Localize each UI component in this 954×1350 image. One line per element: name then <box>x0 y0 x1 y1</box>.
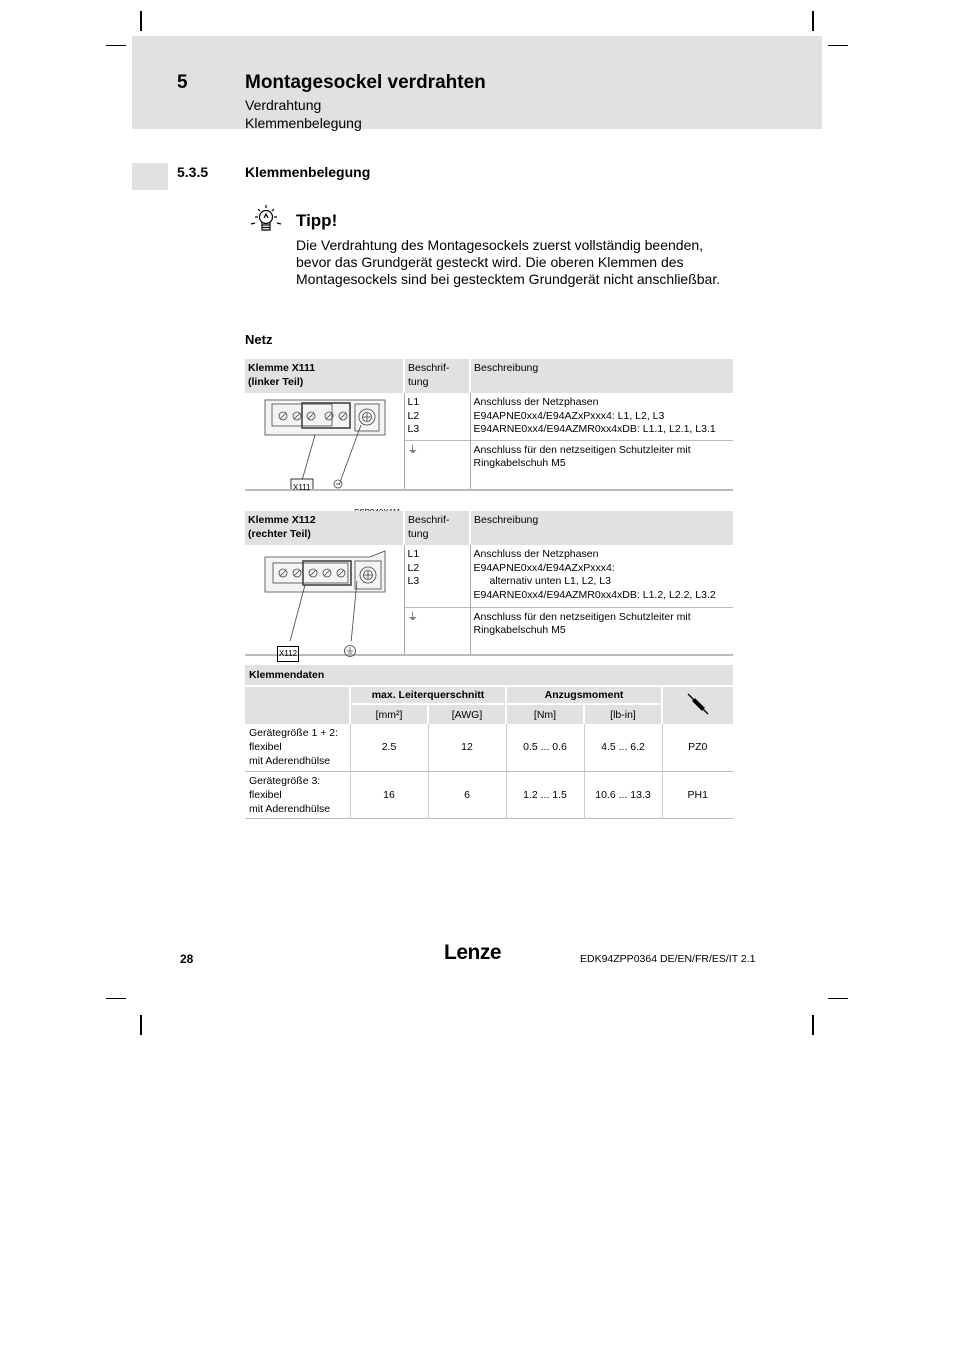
table-header-cell <box>245 359 404 393</box>
description-line: Anschluss der Netzphasen <box>473 548 599 560</box>
description-line: Anschluss der Netzphasen <box>473 396 599 408</box>
row-label-line: Gerätegröße 3: <box>249 774 321 787</box>
description-line: E94APNE0xx4/E94AZxPxxx4: <box>473 561 615 574</box>
crop-mark <box>828 998 848 999</box>
ground-symbol: ⏚ <box>404 607 470 655</box>
terminal-label: L3 <box>407 575 420 587</box>
table-cell: 1.2 ... 1.5 <box>506 771 584 818</box>
terminal-table-x111 <box>245 359 733 491</box>
terminal-figure-cell <box>245 545 404 658</box>
description-line: Anschluss für den netzseitigen Schutzleiter mit <box>473 443 691 456</box>
header-subtitle: Klemmenbelegung <box>245 115 362 131</box>
description-cell <box>470 440 733 490</box>
terminal-figure-cell <box>245 393 404 490</box>
terminal-label: L2 <box>407 561 420 574</box>
chapter-number: 5 <box>177 72 188 93</box>
table-cell: 2.5 <box>350 724 428 771</box>
table-cell: 16 <box>350 771 428 818</box>
figure-callout: X111 <box>293 483 311 492</box>
row-label-line: flexibel <box>249 788 282 801</box>
row-label-line: Gerätegröße 1 + 2: <box>249 727 339 740</box>
terminal-block-x112-diagram <box>245 545 403 641</box>
table-header-cell <box>404 511 470 545</box>
header-line: Klemme X111 <box>248 362 316 374</box>
crop-mark <box>106 45 126 46</box>
tip-text: Die Verdrahtung des Montagesockels zuerst vollständig beenden, bevor das Grundgerät gesteckt wird. Die oberen Klemmen des Montagesockels sind bei gestecktem Grundgerät nicht anschließbar. <box>296 237 721 287</box>
row-label-line: mit Aderendhülse <box>249 802 331 815</box>
label-cell <box>404 393 470 440</box>
terminal-label: L1 <box>407 548 420 560</box>
table-cell: PH1 <box>687 788 708 801</box>
row-label-line: flexibel <box>249 741 282 754</box>
header-line: tung <box>408 375 429 388</box>
table-row <box>245 771 733 818</box>
page-number: 28 <box>180 952 194 966</box>
table-cell: PZ0 <box>688 741 708 754</box>
group-header: Anzugsmoment <box>506 686 662 704</box>
terminal-block-x111-diagram <box>245 393 403 489</box>
description-line: Anschluss für den netzseitigen Schutzleiter mit <box>473 610 691 623</box>
row-label-line: mit Aderendhülse <box>249 755 331 768</box>
unit-header: [AWG] <box>428 704 506 724</box>
crop-mark <box>106 998 126 999</box>
terminal-data-table <box>245 665 733 819</box>
unit-header: [lb-in] <box>584 704 662 724</box>
header-line: (linker Teil) <box>248 375 304 388</box>
figure-callout: X112 <box>277 646 299 662</box>
section-marker <box>132 163 168 190</box>
ground-symbol: ⏚ <box>404 440 470 490</box>
description-line: E94ARNE0xx4/E94AZMR0xx4xDB: L1.2, L2.2, L3.2 <box>473 588 716 601</box>
tip-title: Tipp! <box>296 211 338 230</box>
description-line: Ringkabelschuh M5 <box>473 457 566 469</box>
section-title: Klemmenbelegung <box>245 164 371 180</box>
description-line: alternativ unten L1, L2, L3 <box>489 575 611 587</box>
label-cell <box>404 545 470 607</box>
header-line: Beschrif- <box>408 362 450 374</box>
chapter-title: Montagesockel verdrahten <box>245 72 486 93</box>
tool-header-cell <box>662 686 733 724</box>
table-header-cell: Beschreibung <box>470 511 733 545</box>
crop-mark <box>812 1015 814 1035</box>
description-line: E94ARNE0xx4/E94AZMR0xx4xDB: L1.1, L2.1, L3.1 <box>473 423 716 435</box>
crop-mark <box>140 11 142 31</box>
header-line: Klemme X112 <box>248 514 316 526</box>
description-line: E94APNE0xx4/E94AZxPxxx4: L1, L2, L3 <box>473 409 665 422</box>
terminal-label: L2 <box>407 409 420 422</box>
crop-mark <box>828 45 848 46</box>
table-header-cell: Beschreibung <box>470 359 733 393</box>
netz-heading: Netz <box>245 332 273 347</box>
unit-header: [Nm] <box>506 704 584 724</box>
screwdriver-icon <box>685 691 711 717</box>
section-number: 5.3.5 <box>177 164 209 180</box>
table-cell: 6 <box>428 771 506 818</box>
document-id: EDK94ZPP0364 DE/EN/FR/ES/IT 2.1 <box>580 953 756 965</box>
crop-mark <box>140 1015 142 1035</box>
header-line: tung <box>408 527 429 540</box>
table-cell: 4.5 ... 6.2 <box>584 724 662 771</box>
description-cell <box>470 393 733 440</box>
header-line: Beschrif- <box>408 514 450 526</box>
ground-diagram-symbol <box>343 644 357 658</box>
empty-header-cell <box>245 686 350 724</box>
table-title: Klemmendaten <box>245 665 733 686</box>
terminal-table-x112 <box>245 511 733 656</box>
header-subtitle: Verdrahtung <box>245 97 322 113</box>
header-line: (rechter Teil) <box>248 527 311 540</box>
lightbulb-icon <box>250 204 284 236</box>
description-cell <box>470 607 733 655</box>
row-label <box>245 724 350 771</box>
table-header-cell <box>245 511 404 545</box>
lenze-logo: Lenze <box>444 941 502 964</box>
table-cell: 12 <box>428 724 506 771</box>
group-header: max. Leiterquerschnitt <box>350 686 506 704</box>
terminal-label: L3 <box>407 423 420 435</box>
crop-mark <box>812 11 814 31</box>
description-line: Ringkabelschuh M5 <box>473 624 566 636</box>
table-row <box>245 724 733 771</box>
table-cell: 0.5 ... 0.6 <box>506 724 584 771</box>
terminal-label: L1 <box>407 396 420 408</box>
unit-header: [mm²] <box>350 704 428 724</box>
table-header-cell <box>404 359 470 393</box>
table-cell: 10.6 ... 13.3 <box>584 771 662 818</box>
description-cell <box>470 545 733 607</box>
row-label <box>245 771 350 818</box>
